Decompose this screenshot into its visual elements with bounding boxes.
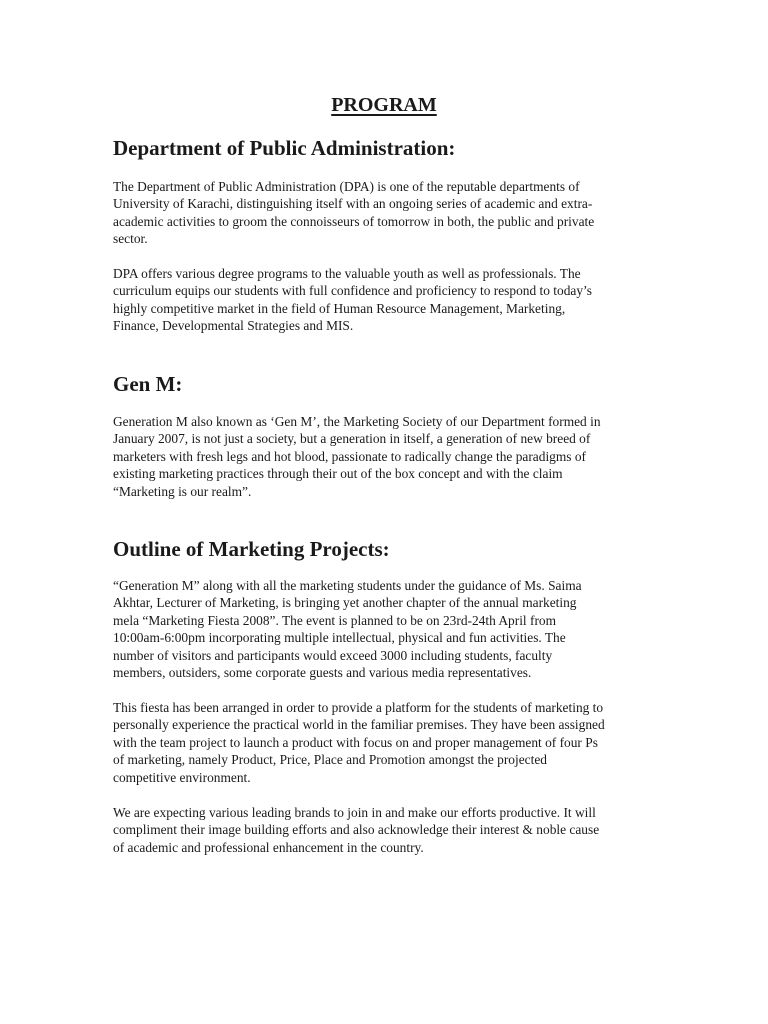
text-line: “Marketing is our realm”. [113, 483, 252, 499]
paragraph-fiesta-platform [113, 699, 648, 786]
text-line: with the team project to launch a product with focus on and proper management of four Ps [113, 734, 598, 750]
paragraph-gen-m [113, 413, 648, 500]
text-line: This fiesta has been arranged in order to provide a platform for the students of marketing to [113, 700, 604, 715]
text-line: Akhtar, Lecturer of Marketing, is bringing yet another chapter of the annual marketing [113, 595, 577, 611]
text-line: competitive environment. [113, 769, 251, 785]
section-heading-marketing-projects: Outline of Marketing Projects: [113, 537, 390, 561]
paragraph-dpa-programs [113, 265, 648, 335]
text-line: Generation M also known as ‘Gen M’, the Marketing Society of our Department formed in [113, 414, 601, 429]
text-line: 10:00am-6:00pm incorporating multiple intellectual, physical and fun activities. The [113, 630, 566, 646]
text-line: We are expecting various leading brands to join in and make our efforts productive. It will [113, 805, 596, 820]
text-line: members, outsiders, some corporate guests and various media representatives. [113, 665, 532, 681]
text-line: curriculum equips our students with full confidence and proficiency to respond to today’s [113, 283, 592, 299]
text-line: mela “Marketing Fiesta 2008”. The event is planned to be on 23rd-24th April from [113, 612, 557, 628]
text-line: marketers with fresh legs and hot blood, passionate to radically change the paradigms of [113, 448, 586, 464]
text-line: sector. [113, 231, 148, 247]
section-heading-dpa: Department of Public Administration: [113, 136, 456, 160]
text-line: Finance, Developmental Strategies and MIS. [113, 318, 354, 334]
paragraph-marketing-fiesta [113, 577, 648, 681]
text-line: The Department of Public Administration (DPA) is one of the reputable departments of [113, 179, 580, 194]
text-line: University of Karachi, distinguishing itself with an ongoing series of academic and extra- [113, 196, 593, 212]
text-line: existing marketing practices through their out of the box concept and with the claim [113, 466, 563, 482]
text-line: DPA offers various degree programs to the valuable youth as well as professionals. The [113, 266, 581, 281]
text-line: of marketing, namely Product, Price, Place and Promotion amongst the projected [113, 752, 547, 768]
document-title: PROGRAM [331, 94, 437, 116]
paragraph-leading-brands [113, 804, 648, 856]
paragraph-dpa-intro [113, 178, 648, 248]
text-line: highly competitive market in the field of Human Resource Management, Marketing, [113, 300, 566, 316]
text-line: personally experience the practical world in the familiar premises. They have been assigned [113, 717, 605, 733]
text-line: of academic and professional enhancement in the country. [113, 839, 424, 855]
text-line: January 2007, is not just a society, but a generation in itself, a generation of new breed of [113, 431, 591, 447]
text-line: compliment their image building efforts and also acknowledge their interest & noble cause [113, 822, 600, 838]
section-heading-gen-m: Gen M: [113, 372, 183, 396]
text-line: academic activities to groom the connoisseurs of tomorrow in both, the public and private [113, 213, 595, 229]
text-line: number of visitors and participants would exceed 3000 including students, faculty [113, 647, 553, 663]
text-line: “Generation M” along with all the marketing students under the guidance of Ms. Saima [113, 578, 582, 593]
